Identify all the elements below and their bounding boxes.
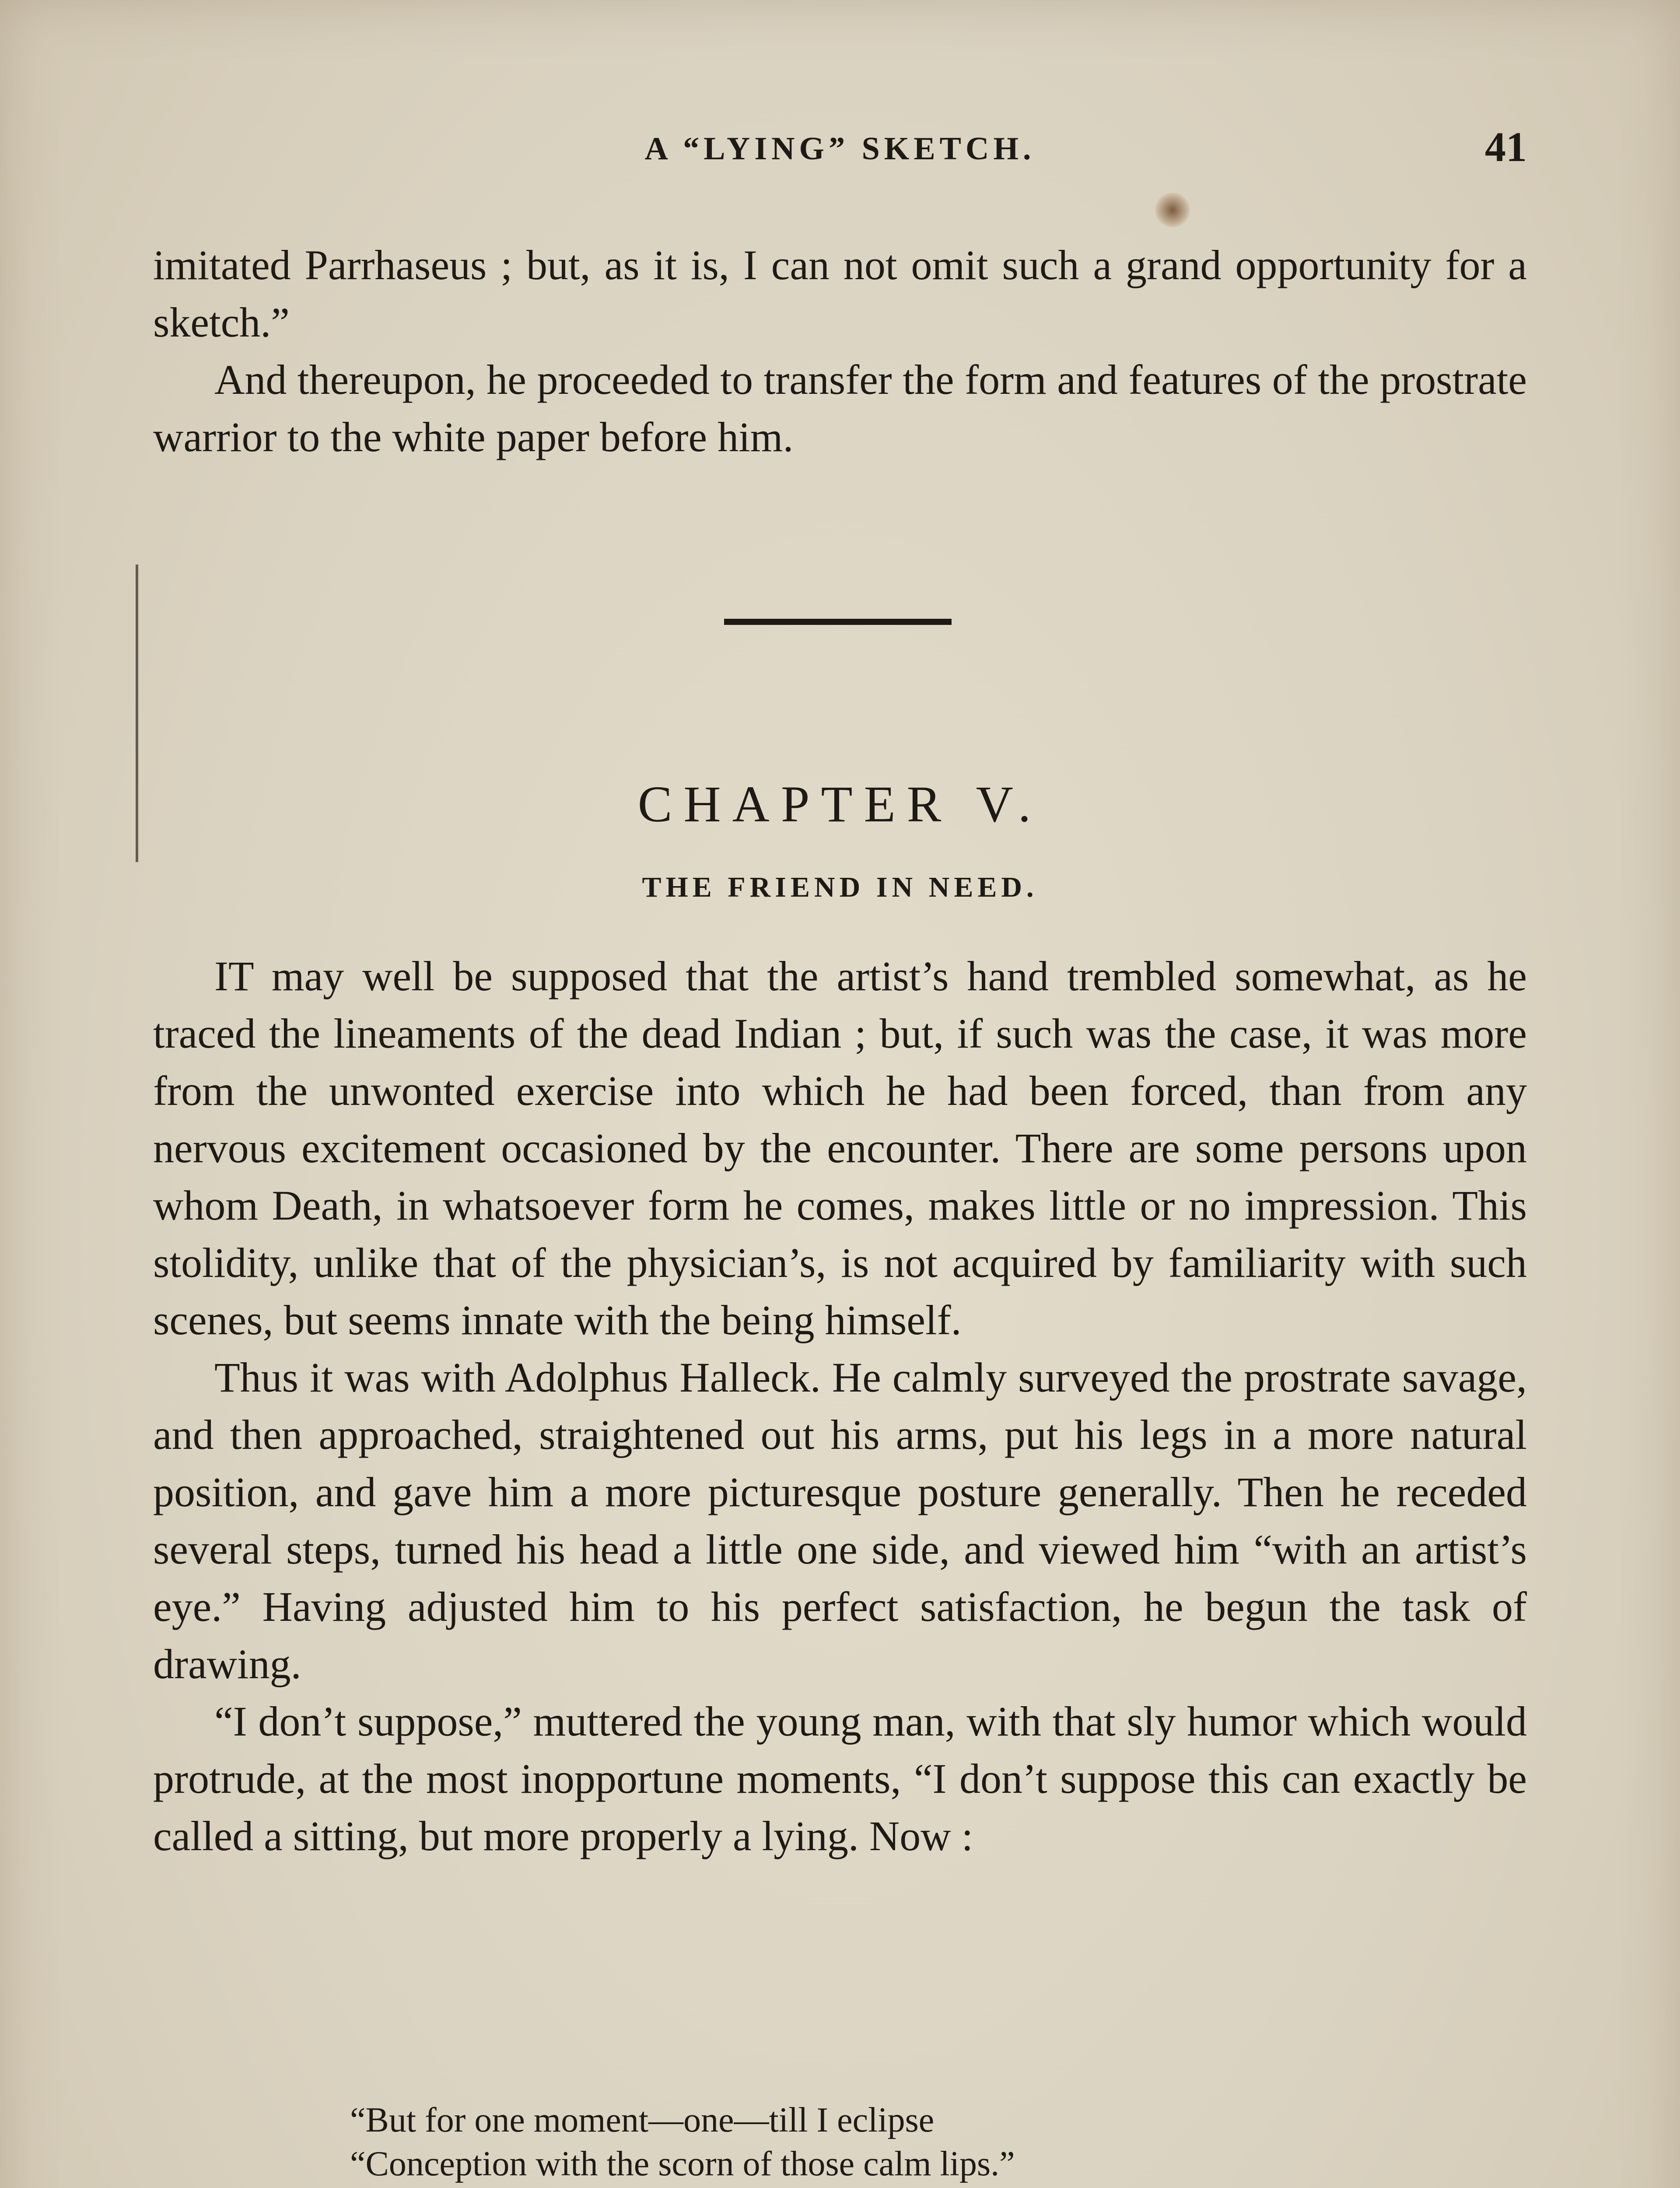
page-header [153,123,1527,179]
running-head: A “LYING” SKETCH. [644,131,1036,167]
section-divider [724,619,952,625]
paragraph: Thus it was with Adolphus Halleck. He calmly surveyed the prostrate savage, and then approached, straightened out his arms, put his legs in a more natural position, and gave him a more picturesque posture generally. Then he receded several steps, turned his head a little one side, and viewed him “with an artist’s eye.” Having adjusted him to his perfect satisfaction, he begun the task of drawing. [153,1354,1527,1687]
paragraph: IT may well be supposed that the artist’s hand trembled somewhat, as he traced the lineaments of the dead Indian ; but, if such was the case, it was more from the unwonted exercise into which he had been forced, than from any nervous excitement occasioned by the encounter. There are some persons upon whom Death, in whatsoever form he comes, makes little or no impression. This stolidity, unlike that of the physician’s, is not acquired by familiarity with such scenes, but seems innate with the being himself. [153,953,1527,1343]
verse-line: “Conception with the scorn of those calm lips.” [350,2145,1015,2183]
chapter-subtitle: THE FRIEND IN NEED. [642,871,1038,903]
chapter-title: CHAPTER V. [637,775,1043,833]
verse-quote [350,2098,1444,2186]
verse-line: “But for one moment—one—till I eclipse [350,2101,934,2139]
paragraph: And thereupon, he proceeded to transfer the form and features of the prostrate warrior to the white paper before him. [153,356,1527,460]
margin-mark [136,565,138,862]
chapter-body [153,947,1527,1865]
paragraph: imitated Parrhaseus ; but, as it is, I can not omit such a grand opportunity for a sketch.” [153,242,1527,346]
paragraph: “I don’t suppose,” muttered the young man, with that sly humor which would protrude, at the most inopportune moments, “I don’t suppose this can exactly be called a sitting, but more properly a lying. Now : [153,1698,1527,1859]
page-number: 41 [1485,123,1527,170]
ink-stain [1155,193,1190,228]
continuation-text [153,236,1527,466]
